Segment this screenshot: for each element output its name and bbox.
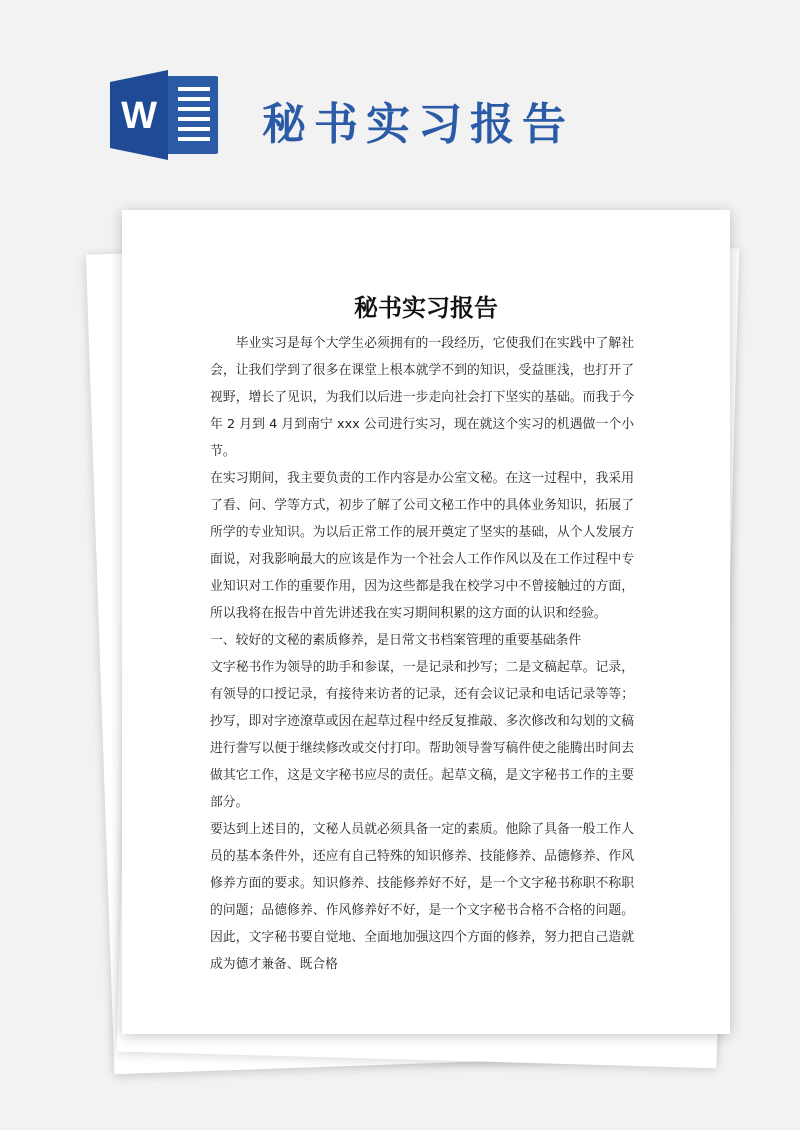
document-body [210,330,634,978]
word-icon-letter: W [121,95,157,137]
document-page [122,210,730,1034]
banner-title: 秘书实习报告 [262,99,574,150]
paragraph-qualities: 要达到上述目的，文秘人员就必须具备一定的素质。他除了具备一般工作人员的基本条件外，还应有自己特殊的知识修养、技能修养、品德修养、作风修养方面的要求。知识修养、技能修养好不好，是一个文字秘书称职不称职的问题；品德修养、作风修养好不好，是一个文字秘书合格不合格的问题。因此，文字秘书要自觉地、全面地加强这四个方面的修养，努力把自己造就成为德才兼备、既合格 [210,822,634,972]
document-title: 秘书实习报告 [354,294,498,322]
section-heading: 一、较好的文秘的素质修养，是日常文书档案管理的重要基础条件 [210,633,582,648]
paragraph-secretary-role: 文字秘书作为领导的助手和参谋，一是记录和抄写；二是文稿起草。记录，有领导的口授记录，有接待来访者的记录，还有会议记录和电话记录等等；抄写，即对字迹潦草或因在起草过程中经反复推敲、多次修改和勾划的文稿进行誊写以便于继续修改或交付打印。帮助领导誊写稿件使之能腾出时间去做其它工作，这是文字秘书应尽的责任。起草文稿，是文字秘书工作的主要部分。 [210,660,634,810]
paragraph-intro: 毕业实习是每个大学生必须拥有的一段经历，它使我们在实践中了解社会，让我们学到了很多在课堂上根本就学不到的知识，受益匪浅，也打开了视野，增长了见识，为我们以后进一步走向社会打下坚实的基础。而我于今年 2 月到 4 月到南宁 xxx 公司进行实习，现在就这个实习的机遇做一个小节。 [210,336,634,459]
paragraph-internship-duties: 在实习期间，我主要负责的工作内容是办公室文秘。在这一过程中，我采用了看、问、学等方式，初步了解了公司文秘工作中的具体业务知识，拓展了所学的专业知识。为以后正常工作的展开奠定了坚实的基础，从个人发展方面说，对我影响最大的应该是作为一个社会人工作作风以及在工作过程中专业知识对工作的重要作用，因为这些都是我在校学习中不曾接触过的方面，所以我将在报告中首先讲述我在实习期间积累的这方面的认识和经验。 [210,471,634,621]
word-document-icon [110,70,222,160]
